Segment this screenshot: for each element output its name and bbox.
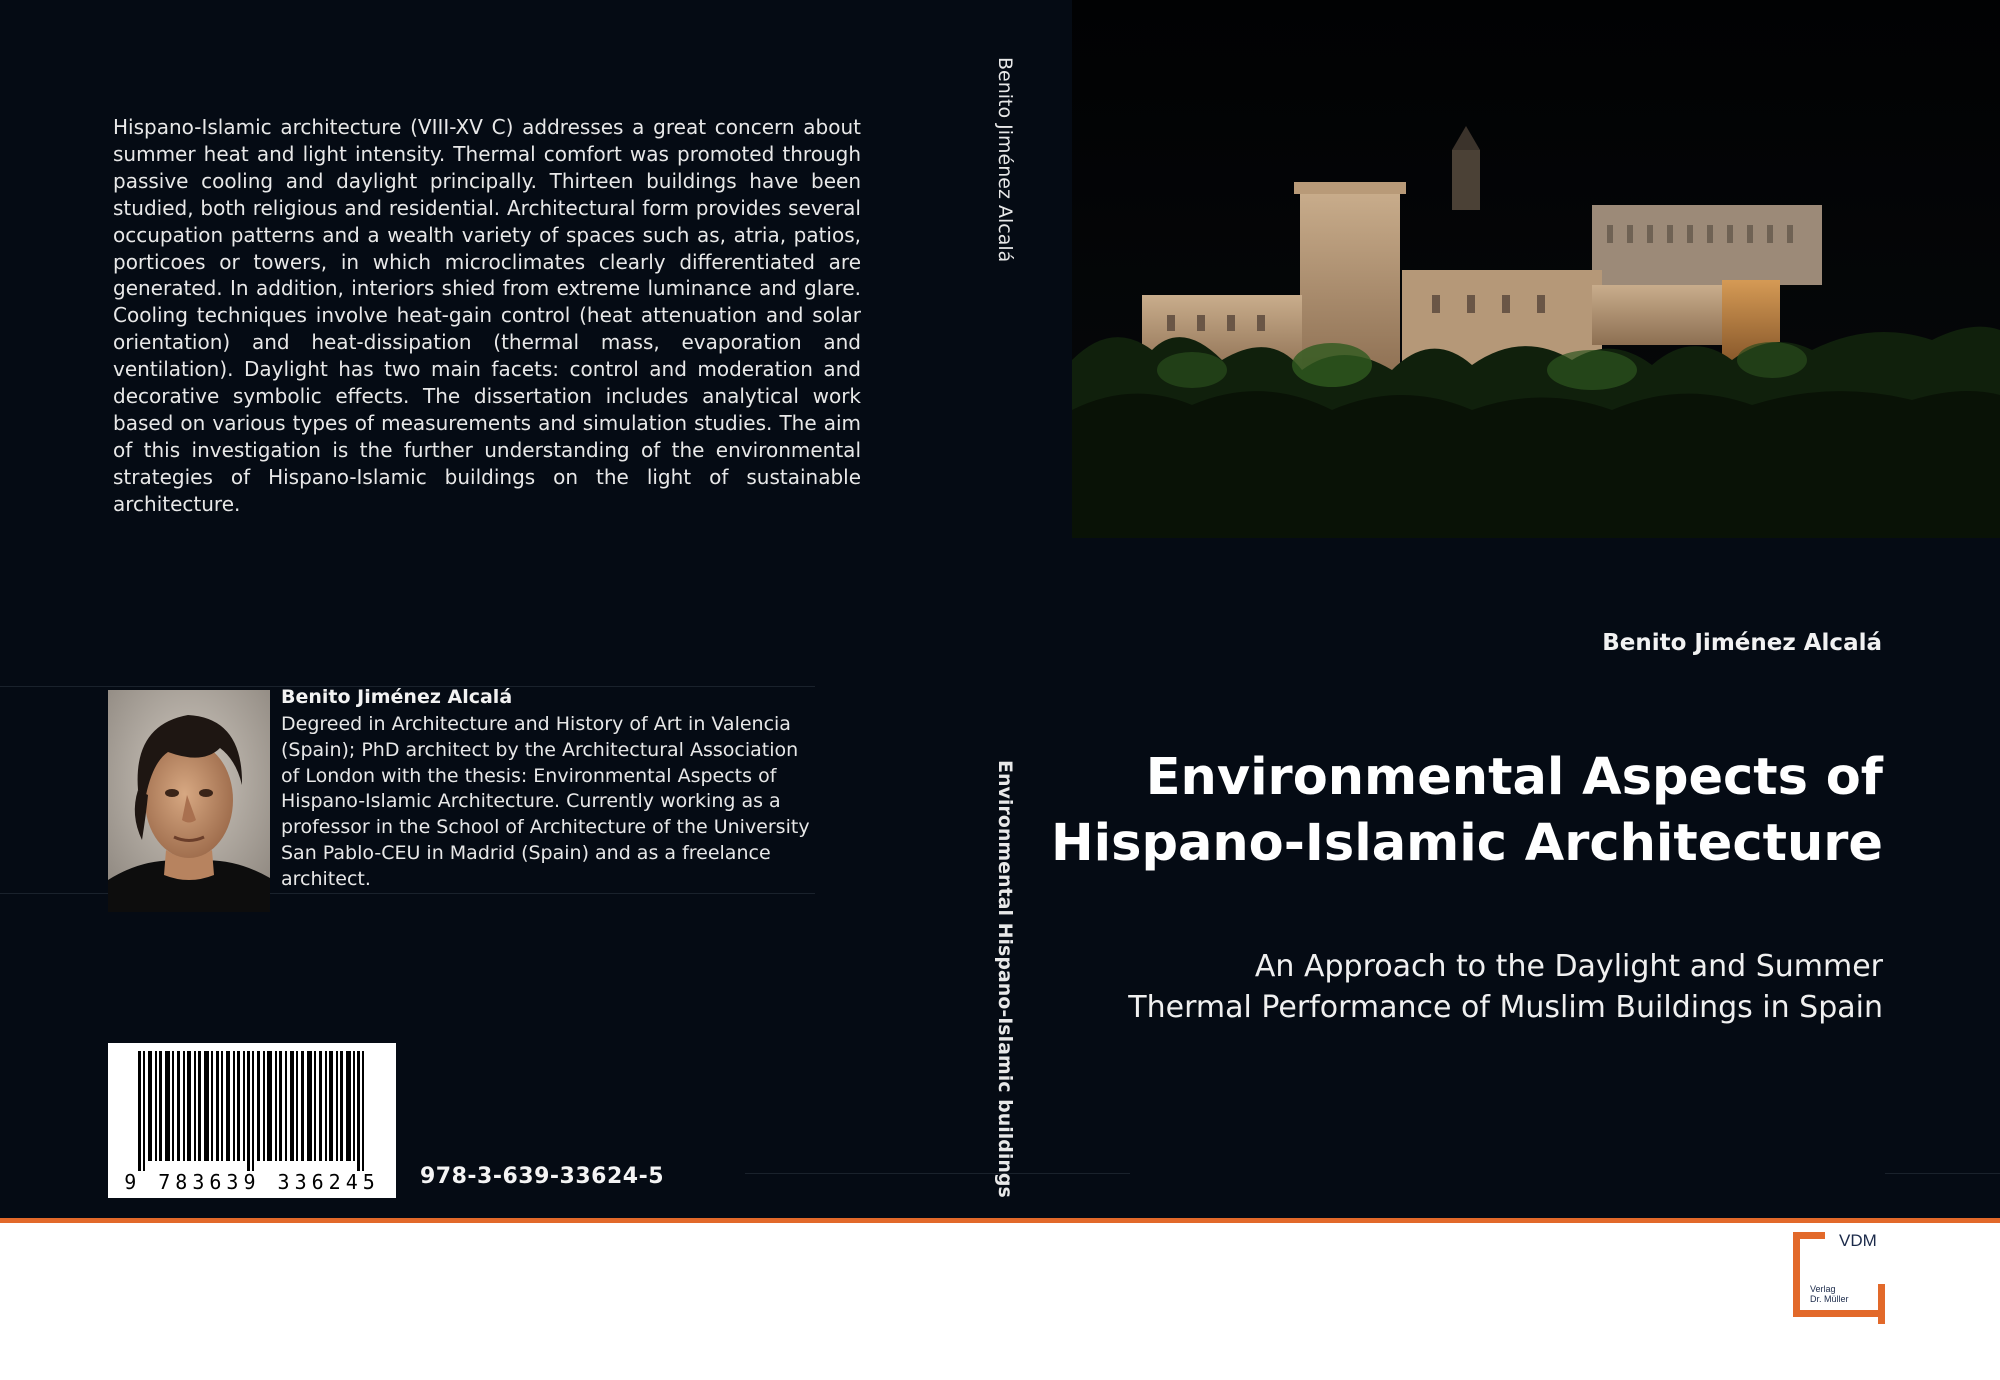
author-photo — [108, 690, 270, 912]
imprint-line-2: Dr. Müller — [1810, 1294, 1849, 1304]
logo-frame-top — [1793, 1232, 1825, 1239]
author-name-back: Benito Jiménez Alcalá — [281, 686, 513, 708]
author-bio: Degreed in Architecture and History of Art in Valencia (Spain); PhD architect by the Architectural Association of London with the thesis: Environmental Aspects of Hispano-Islamic Architecture. Currently working as a professor in the School of Architecture of the University San Pablo-CEU in Madrid (Spain) and as a freelance architect. — [281, 713, 810, 890]
divider-line — [745, 1173, 1130, 1174]
divider-line — [1885, 1173, 2000, 1174]
barcode — [108, 1043, 396, 1198]
back-cover-blurb: Hispano-Islamic architecture (VIII-XV C) addresses a great concern about summer heat and light intensity. Thermal comfort was promoted through passive cooling and daylight principally. Thirteen buildings have been studied, both religious and residential. Architectural form provides several occupation patterns and a wealth variety of spaces such as, atria, patios, porticoes or towers, in which microclimates clearly differentiated are generated. In addition, interiors shied from extreme luminance and glare. Cooling techniques involve heat-gain control (heat attenuation and solar orientation) and heat-dissipation (thermal mass, evaporation and ventilation). Daylight has two main facets: control and moderation and decorative symbolic effects. The dissertation includes analytical work based on various types of measurements and simulation studies. The aim of this investigation is the further understanding of the environmental strategies of Hispano-Islamic buildings on the light of sustainable architecture. — [113, 115, 861, 516]
book-subtitle: An Approach to the Daylight and Summer Thermal Performance of Muslim Buildings in Spain — [1128, 949, 1883, 1025]
publisher-imprint — [1810, 1284, 1849, 1304]
book-title: Environmental Aspects of Hispano-Islamic Architecture — [1050, 748, 1883, 873]
author-portrait-icon — [108, 690, 270, 912]
spine-author: Benito Jiménez Alcalá — [994, 57, 1016, 263]
logo-frame-right — [1878, 1284, 1885, 1324]
front-author: Benito Jiménez Alcalá — [1602, 630, 1882, 656]
barcode-icon — [108, 1043, 396, 1171]
imprint-line-1: Verlag — [1810, 1284, 1836, 1294]
cover-photo — [1072, 0, 2000, 538]
bottom-strip — [0, 1223, 2000, 1380]
publisher-name: VDM — [1839, 1231, 1877, 1250]
isbn-number: 978-3-639-33624-5 — [420, 1164, 665, 1189]
night-fortress-photo-icon — [1072, 0, 2000, 538]
spine-title: Environmental Hispano-Islamic buildings — [994, 760, 1016, 1198]
publisher-logo — [1793, 1232, 1885, 1324]
barcode-digits: 9 783639 336245 — [124, 1170, 380, 1194]
